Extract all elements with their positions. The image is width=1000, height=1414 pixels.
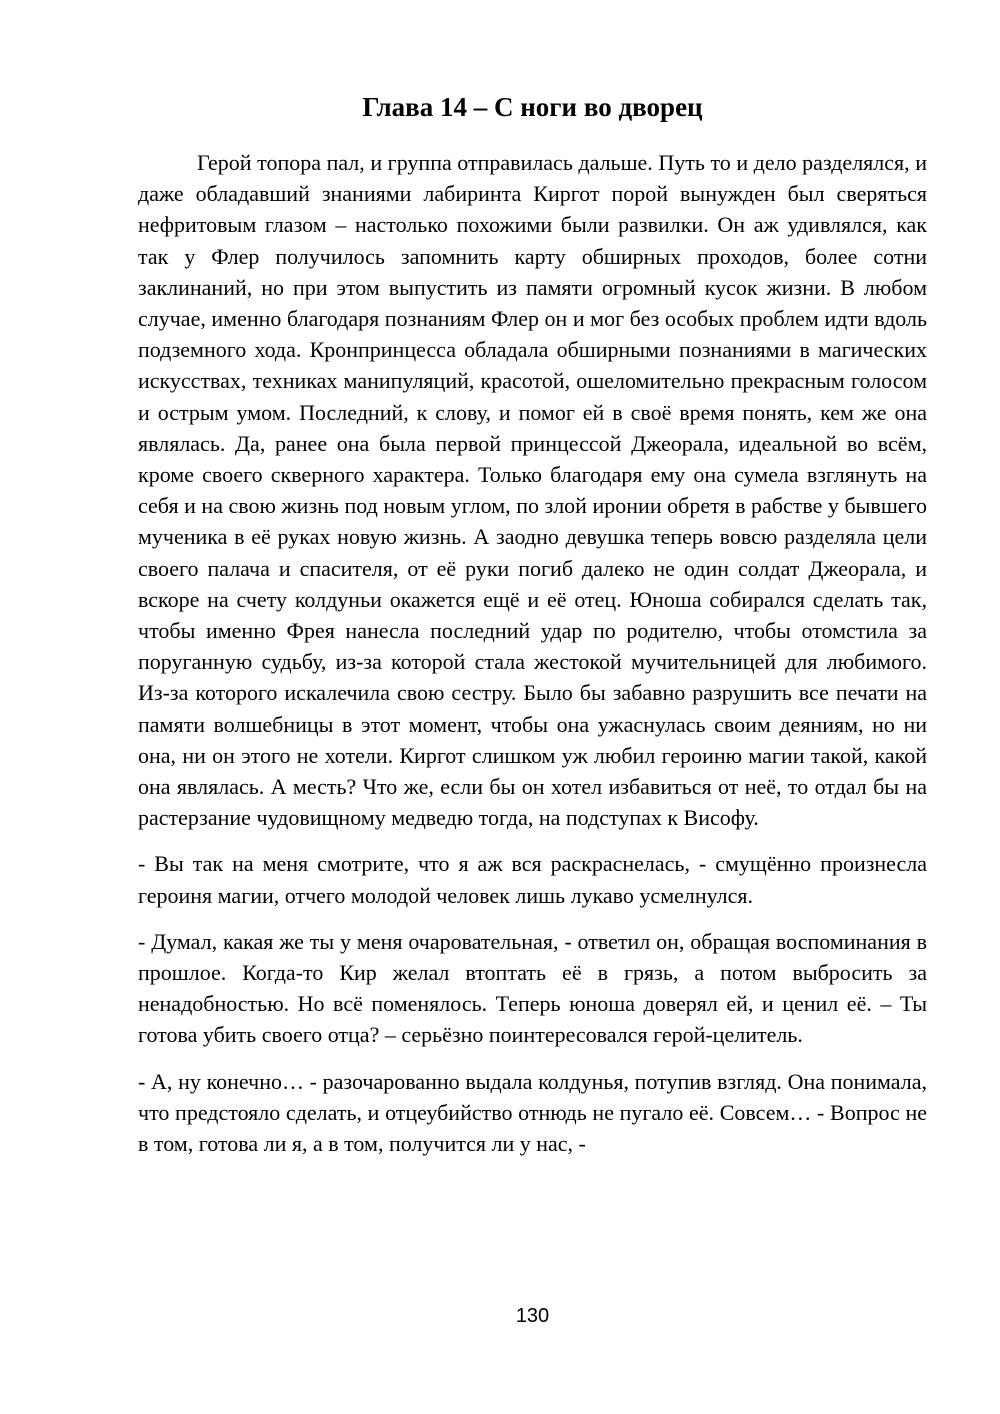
chapter-title: Глава 14 – С ноги во дворец <box>362 92 703 122</box>
text-block <box>138 0 927 1174</box>
page-number-label: 130 <box>515 1305 550 1327</box>
dialogue-paragraph: - Вы так на меня смотрите, что я аж вся раскраснелась, - смущённо произнесла героиня магии, отчего молодой человек лишь лукаво усмелнулся. <box>138 851 927 908</box>
dialogue-paragraph: - А, ну конечно… - разочарованно выдала колдунья, потупив взгляд. Она понимала, что предстояло сделать, и отцеубийство отнюдь не пугало её. Совсем… - Вопрос не в том, готова ли я, а в том, получится ли у нас, - <box>138 1068 927 1157</box>
body-paragraph: Герой топора пал, и группа отправилась дальше. Путь то и дело разделялся, и даже обладавший знаниями лабиринта Киргот порой вынужден был сверяться нефритовым глазом – настолько похожими были развилки. Он аж удивлялся, как так у Флер получилось запомнить карту обширных проходов, более сотни заклинаний, но при этом выпустить из памяти огромный кусок жизни. В любом случае, именно благодаря познаниям Флер он и мог без особых проблем идти вдоль подземного хода. Кронпринцесса обладала обширными познаниями в магических искусствах, техниках манипуляций, красотой, ошеломительно прекрасным голосом и острым умом. Последний, к слову, и помог ей в своё время понять, кем же она являлась. Да, ранее она была первой принцессой Джеорала, идеальной во всём, кроме своего скверного характера. Только благодаря ему она сумела взглянуть на себя и на свою жизнь под новым углом, по злой иронии обретя в рабстве у бывшего мученика в её руках новую жизнь. А заодно девушка теперь вовсю разделяла цели своего палача и спасителя, от её руки погиб далеко не один солдат Джеорала, и вскоре на счету колдуньи окажется ещё и её отец. Юноша собирался сделать так, чтобы именно Фрея нанесла последний удар по родителю, чтобы отомстила за поруганную судьбу, из-за которой стала жестокой мучительницей для любимого. Из-за которого искалечила свою сестру. Было бы забавно разрушить все печати на памяти волшебницы в этот момент, чтобы она ужаснулась своим деяниям, но ни она, ни он этого не хотели. Киргот слишком уж любил героиню магии такой, какой она являлась. А месть? Что же, если бы он хотел избавиться от неё, то отдал бы на растерзание чудовищному медведю тогда, на подступах к Висофу. <box>138 150 927 831</box>
dialogue-paragraph: - Думал, какая же ты у меня очаровательная, - ответил он, обращая воспоминания в прошлое. Когда-то Кир желал втоптать её в грязь, а потом выбросить за ненадобностью. Но всё поменялось. Теперь юноша доверял ей, и ценил её. – Ты готова убить своего отца? – серьёзно поинтересовался герой-целитель. <box>138 928 927 1048</box>
